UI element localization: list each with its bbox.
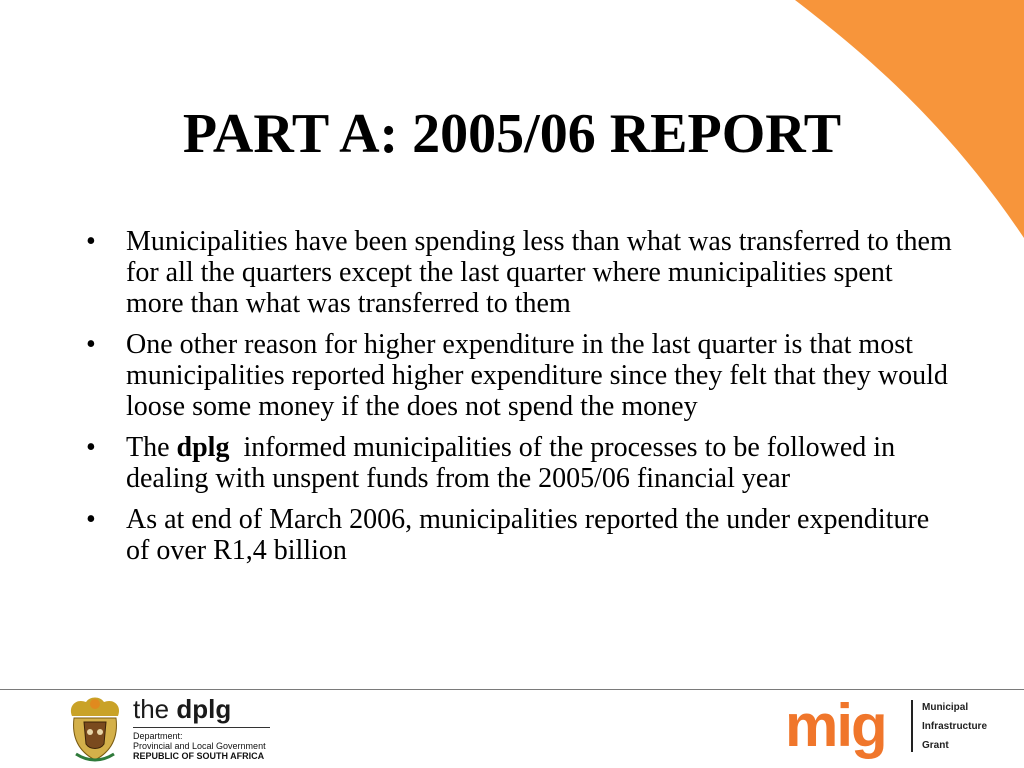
dplg-wordmark: the dplg: [133, 694, 232, 724]
bullet-list: [86, 226, 956, 576]
bullet-text: Municipalities have been spending less than what was transferred to them for all the quarters except the last quarter where municipalities spent more than what was transferred to them: [126, 226, 952, 319]
bullet-item: [86, 329, 956, 422]
bullet-text-post: informed municipalities of the processes to be followed in dealing with unspent funds from the 2005/06 financial year: [126, 432, 903, 494]
bullet-text: One other reason for higher expenditure in the last quarter is that most municipalities reported higher expenditure since they felt that they would loose some money if the does not spend the money: [126, 329, 948, 422]
mig-wordmark: mig: [785, 692, 886, 759]
mig-line-municipal: Municipal: [922, 702, 969, 713]
bullet-item: [86, 432, 956, 494]
bullet-dot-icon: •: [86, 329, 96, 360]
slide-title: PART A: 2005/06 REPORT: [182, 103, 842, 165]
bullet-dot-icon: •: [86, 432, 96, 463]
dplg-logo: [133, 694, 283, 764]
coat-of-arms-icon: [66, 694, 124, 764]
bullet-text: As at end of March 2006, municipalities reported the under expenditure of over R1,4 billion: [126, 504, 930, 566]
bullet-dot-icon: •: [86, 226, 96, 257]
mig-line-infrastructure: Infrastructure: [922, 721, 988, 732]
bullet-text-bold: dplg: [176, 432, 230, 463]
dplg-rule: [133, 727, 270, 728]
mig-separator: [911, 700, 913, 752]
mig-line-grant: Grant: [922, 740, 949, 751]
dplg-line-name: Provincial and Local Government: [133, 741, 266, 751]
dplg-line-department: Department:: [133, 731, 183, 741]
mig-text: [922, 698, 987, 755]
bullet-item: [86, 504, 956, 566]
dplg-line-country: REPUBLIC OF SOUTH AFRICA: [133, 751, 265, 761]
bullet-dot-icon: •: [86, 504, 96, 535]
bullet-item: [86, 226, 956, 319]
bullet-text-pre: The: [126, 432, 177, 463]
